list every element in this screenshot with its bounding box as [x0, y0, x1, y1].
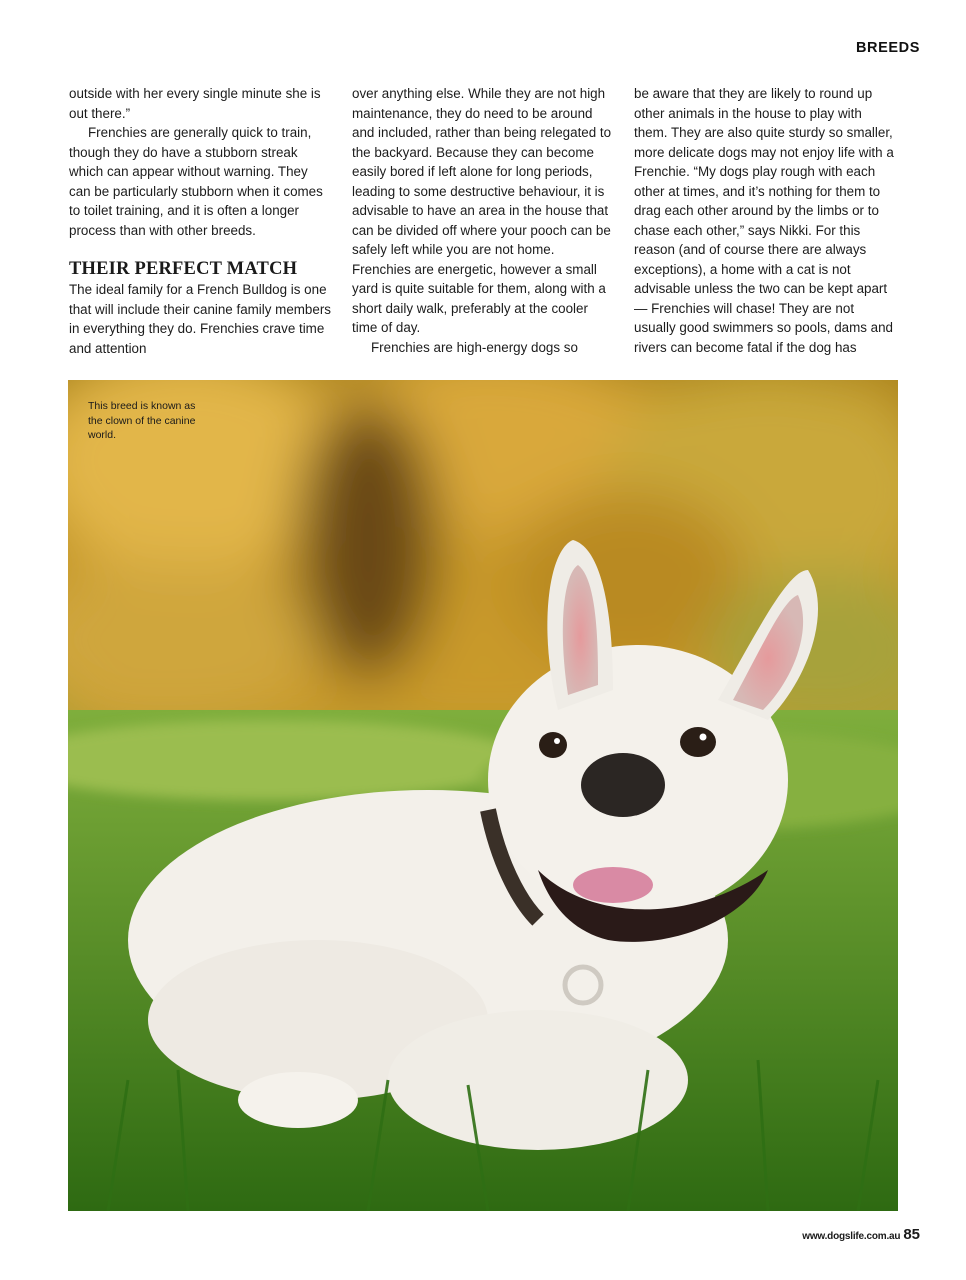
page-footer	[802, 1226, 920, 1243]
paragraph: Frenchies are high-energy dogs so	[371, 339, 578, 355]
paragraph: The ideal family for a French Bulldog is one that will include their canine family members in everything they do. Frenchies crave time and attention	[69, 282, 331, 356]
section-label: BREEDS	[855, 40, 920, 56]
paragraph: Frenchies are generally quick to train, though they do have a stubborn streak which can appear without warning. They can be particularly stubborn when it comes to toilet training, and it is often a longer process than with other breeds.	[69, 125, 323, 238]
french-bulldog-photo	[68, 380, 898, 1211]
subheading: THEIR PERFECT MATCH	[69, 259, 298, 279]
website-url: www.dogslife.com.au	[802, 1231, 901, 1242]
page-number: 85	[903, 1226, 920, 1243]
text-column-2	[352, 84, 614, 357]
text-column-3	[634, 84, 896, 357]
text-column-1	[69, 84, 331, 358]
photo-illustration	[68, 380, 898, 1211]
paragraph: outside with her every single minute she is out there.”	[69, 86, 321, 121]
photo-caption: This breed is known as the clown of the canine world.	[88, 400, 196, 441]
paragraph: over anything else. While they are not high maintenance, they do need to be around and included, rather than being relegated to the backyard. Because they can become easily bored if left alone for long periods, leading to some destructive behaviour, it is advisable to have an area in the house that can be divided off where your pooch can be safely left while you are not home. Frenchies are energetic, however a small yard is quite suitable for them, along with a short daily walk, preferably at the cooler time of day.	[352, 86, 612, 335]
paragraph: be aware that they are likely to round up other animals in the house to play with them. They are also quite sturdy so smaller, more delicate dogs may not enjoy life with a Frenchie. “My dogs play rough with each other at times, and it’s nothing for them to drag each other around by the limbs or to chase each other,” says Nikki. For this reason (and of course there are always exceptions), a home with a cat is not advisable unless the two can be kept apart — Frenchies will chase! They are not usually good swimmers so pools, dams and rivers can become fatal if the dog has	[634, 86, 894, 355]
